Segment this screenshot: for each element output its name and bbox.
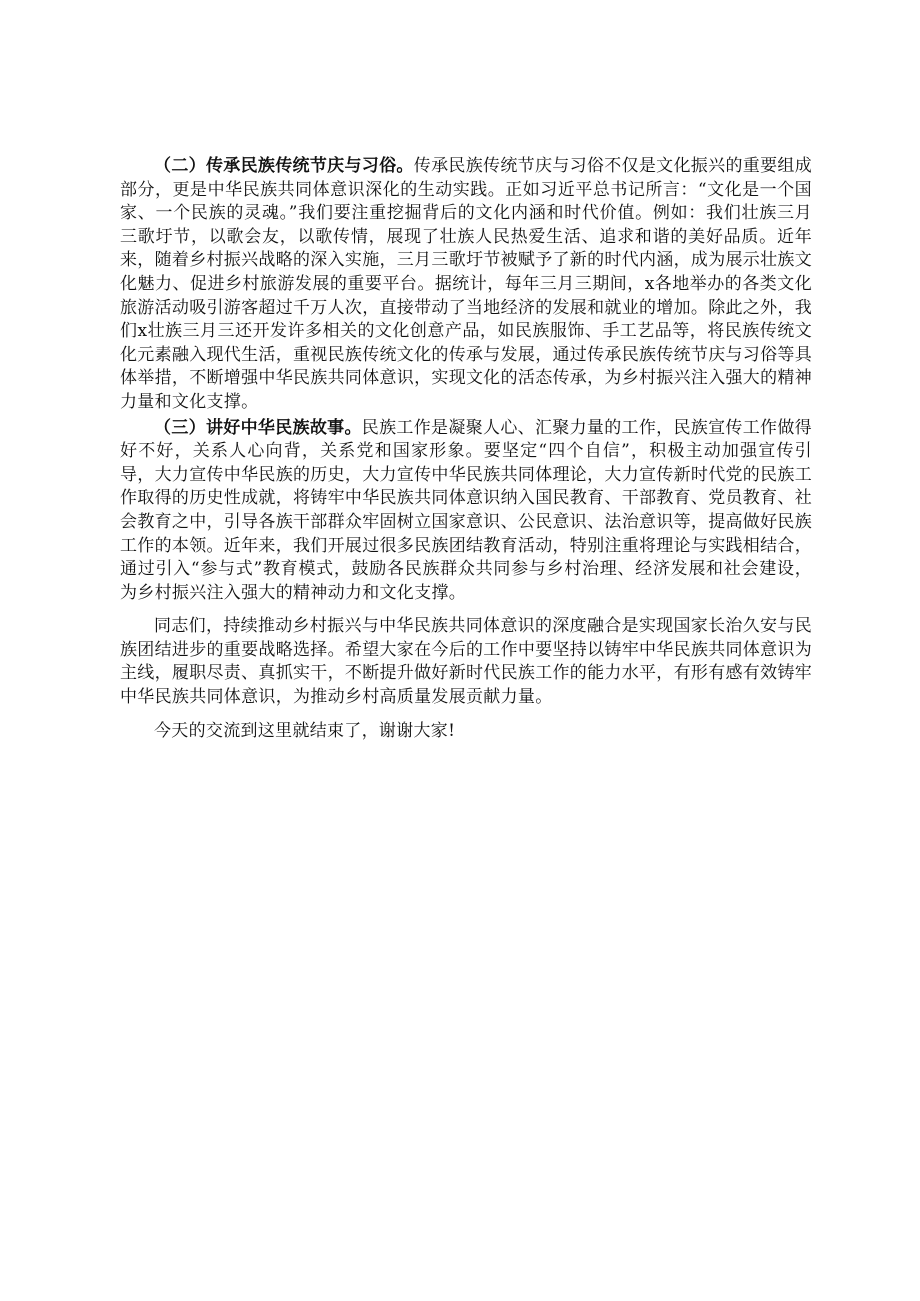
paragraph-closing — [120, 720, 812, 744]
document-page — [120, 155, 812, 743]
paragraph-stories — [120, 417, 812, 606]
paragraph-body-conclusion: 同志们，持续推动乡村振兴与中华民族共同体意识的深度融合是实现国家长治久安与民族团结进步的重要战略选择。希望大家在今后的工作中要坚持以铸牢中华民族共同体意识为主线，履职尽责、真抓实干，不断提升做好新时代民族工作的能力水平，有形有感有效铸牢中华民族共同体意识，为推动乡村高质量发展贡献力量。 — [120, 616, 812, 708]
paragraph-body-festivals: 传承民族传统节庆与习俗不仅是文化振兴的重要组成部分，更是中华民族共同体意识深化的生动实践。正如习近平总书记所言：“文化是一个国家、一个民族的灵魂。”我们要注重挖掘背后的文化内涵和时代价值。例如：我们壮族三月三歌圩节，以歌会友，以歌传情，展现了壮族人民热爱生活、追求和谐的美好品质。近年来，随着乡村振兴战略的深入实施，三月三歌圩节被赋予了新的时代内涵，成为展示壮族文化魅力、促进乡村旅游发展的重要平台。据统计，每年三月三期间，x各地举办的各类文化旅游活动吸引游客超过千万人次，直接带动了当地经济的发展和就业的增加。除此之外，我们x壮族三月三还开发许多相关的文化创意产品，如民族服饰、手工艺品等，将民族传统文化元素融入现代生活，重视民族传统文化的传承与发展，通过传承民族传统节庆与习俗等具体举措，不断增强中华民族共同体意识，实现文化的活态传承，为乡村振兴注入强大的精神力量和文化支撑。 — [120, 156, 813, 412]
paragraph-festivals — [120, 155, 812, 415]
paragraph-body-stories: 民族工作是凝聚人心、汇聚力量的工作，民族宣传工作做得好不好，关系人心向背，关系党和国家形象。要坚定“四个自信”，积极主动加强宣传引导，大力宣传中华民族的历史，大力宣传中华民族共同体理论，大力宣传新时代党的民族工作取得的历史性成就，将铸牢中华民族共同体意识纳入国民教育、干部教育、党员教育、社会教育之中，引导各族干部群众牢固树立国家意识、公民意识、法治意识等，提高做好民族工作的本领。近年来，我们开展过很多民族团结教育活动，特别注重将理论与实践相结合，通过引入“参与式”教育模式，鼓励各民族群众共同参与乡村治理、经济发展和社会建设，为乡村振兴注入强大的精神动力和文化支撑。 — [120, 417, 812, 603]
section-heading-festivals: （二）传承民族传统节庆与习俗。 — [154, 156, 414, 176]
paragraph-body-closing: 今天的交流到这里就结束了，谢谢大家! — [154, 720, 456, 741]
paragraph-conclusion — [120, 615, 812, 709]
section-heading-stories: （三）讲好中华民族故事。 — [154, 417, 362, 438]
